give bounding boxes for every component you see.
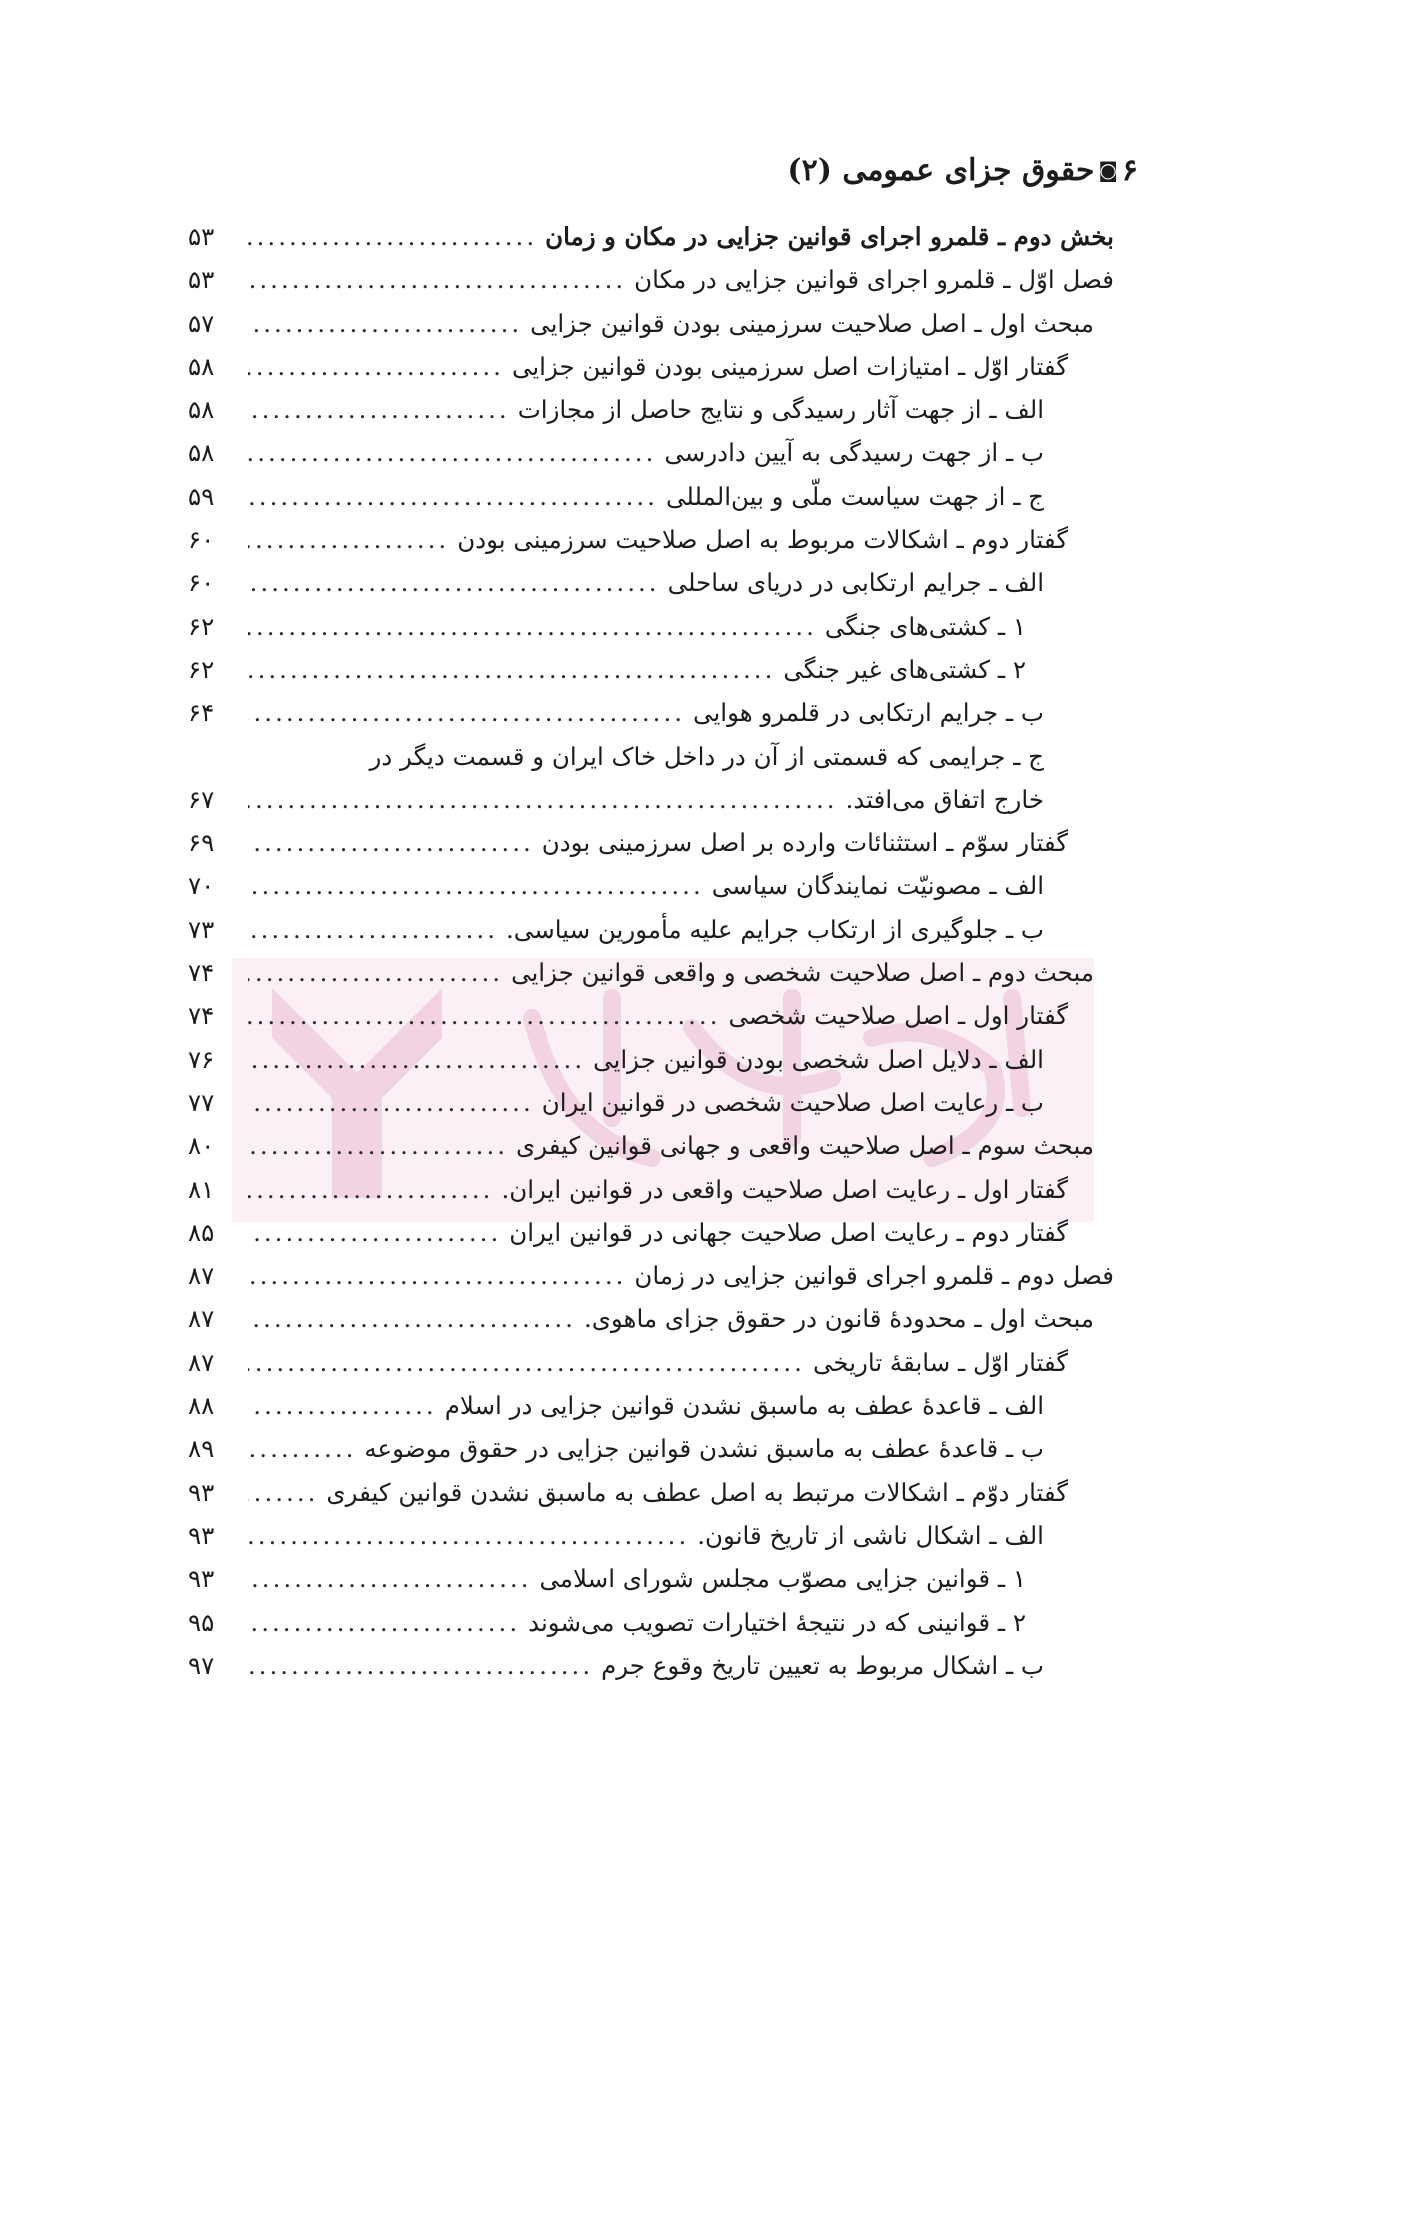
toc-entry-page: ۹۳ xyxy=(188,1520,215,1550)
toc-entry-page: ۷۶ xyxy=(188,1044,215,1074)
toc-entry-title: فصل دوم ـ قلمرو اجرای قوانین جزایی در زمان xyxy=(634,1261,1114,1291)
toc-entry-page: ۵۸ xyxy=(188,395,215,425)
toc-entry-title: گفتار دوم ـ رعایت اصل صلاحیت جهانی در قوانین ایران xyxy=(509,1217,1068,1247)
dot-leader xyxy=(248,475,658,518)
dot-leader xyxy=(248,388,510,431)
dot-leader xyxy=(248,1427,356,1470)
toc-entry xyxy=(188,1297,1114,1340)
dot-leader xyxy=(248,1384,437,1427)
dot-leader xyxy=(248,648,775,691)
toc-entry-page: ۷۳ xyxy=(188,914,215,944)
toc-entry xyxy=(188,1081,1114,1124)
toc-entry-page: ۶۰ xyxy=(188,525,215,555)
toc-entry xyxy=(188,648,1114,691)
dot-leader xyxy=(248,994,721,1037)
toc-entry-title: ۲ ـ کشتی‌های غیر جنگی xyxy=(783,654,1026,684)
toc-entry xyxy=(188,1514,1114,1557)
toc-entry xyxy=(188,1211,1114,1254)
toc-entry xyxy=(188,778,1114,821)
toc-entry-title: گفتار دوّم ـ اشکالات مرتبط به اصل عطف به ماسبق نشدن قوانین کیفری xyxy=(326,1477,1068,1507)
toc-entry-title: خارج اتفاق می‌افتد. xyxy=(845,784,1044,814)
toc-entry-title: ج ـ از جهت سیاست ملّی و بین‌المللی xyxy=(665,481,1044,511)
toc-entry-title: ب ـ جلوگیری از ارتکاب جرایم علیه مأمورین سیاسی. xyxy=(505,914,1044,944)
toc-entry-title: الف ـ اشکال ناشی از تاریخ قانون. xyxy=(697,1520,1044,1550)
toc-entry-page: ۵۸ xyxy=(188,438,215,468)
toc-entry-page: ۵۳ xyxy=(188,222,215,251)
toc-entry-title: مبحث دوم ـ اصل صلاحیت شخصی و واقعی قوانین جزایی xyxy=(511,958,1094,988)
toc-entry xyxy=(188,475,1114,518)
toc-entry-page: ۶۲ xyxy=(188,611,215,641)
dot-leader xyxy=(248,561,660,604)
toc-entry xyxy=(188,1601,1114,1644)
toc-entry-page: ۶۹ xyxy=(188,828,215,858)
toc-entry xyxy=(188,518,1114,561)
toc-entry xyxy=(188,561,1114,604)
toc-entry xyxy=(188,1168,1114,1211)
toc-entry-title: مبحث سوم ـ اصل صلاحیت واقعی و جهانی قوانین کیفری xyxy=(516,1131,1094,1161)
toc-entry xyxy=(188,908,1114,951)
toc-entry-title: فصل اوّل ـ قلمرو اجرای قوانین جزایی در مکان xyxy=(634,265,1114,295)
toc-entry-title: گفتار اول ـ اصل صلاحیت شخصی xyxy=(728,1001,1068,1031)
toc-entry xyxy=(188,1644,1114,1687)
toc-entry xyxy=(188,1557,1114,1600)
toc-entry-title: ج ـ جرایمی که قسمتی از آن در داخل خاک ایران و قسمت دیگر در xyxy=(369,741,1044,771)
toc-entry xyxy=(188,1124,1114,1167)
toc-entry xyxy=(188,1038,1114,1081)
dot-leader xyxy=(248,1081,534,1124)
dot-leader xyxy=(248,1644,593,1687)
toc-entry-title: الف ـ مصونیّت نمایندگان سیاسی xyxy=(711,871,1044,901)
dot-leader xyxy=(248,864,704,907)
toc-entry-page: ۹۵ xyxy=(188,1607,215,1637)
toc-entry-title: بخش دوم ـ قلمرو اجرای قوانین جزایی در مکان و زمان xyxy=(545,222,1114,251)
dot-leader xyxy=(248,1514,689,1557)
toc-entry xyxy=(188,994,1114,1037)
dot-leader xyxy=(248,1211,501,1254)
dot-leader xyxy=(248,1254,626,1297)
dot-leader xyxy=(248,1557,532,1600)
dot-leader xyxy=(248,908,498,951)
dot-leader xyxy=(248,1601,520,1644)
dot-leader xyxy=(248,258,626,301)
book-title: حقوق جزای عمومی (۲) xyxy=(787,153,1095,188)
toc-entry-title: ب ـ قاعدهٔ عطف به ماسبق نشدن قوانین جزایی در حقوق موضوعه xyxy=(364,1434,1044,1464)
toc-entry xyxy=(188,864,1114,907)
dot-leader xyxy=(248,951,503,994)
toc-entry xyxy=(188,215,1114,258)
toc-entry-page: ۵۹ xyxy=(188,481,215,511)
toc-entry xyxy=(188,1341,1114,1384)
toc-entry-page: ۸۷ xyxy=(188,1304,215,1334)
dot-leader xyxy=(248,215,537,258)
dot-leader xyxy=(248,821,534,864)
toc-entry xyxy=(188,735,1114,778)
toc-entry-page: ۷۴ xyxy=(188,1001,215,1031)
dot-leader xyxy=(248,1168,493,1211)
dot-leader xyxy=(248,1038,585,1081)
toc-entry-title: ۱ ـ قوانین جزایی مصوّب مجلس شورای اسلامی xyxy=(539,1564,1026,1594)
toc-entry-title: ب ـ رعایت اصل صلاحیت شخصی در قوانین ایران xyxy=(541,1087,1044,1117)
toc-entry-page: ۵۷ xyxy=(188,308,215,338)
toc-entry xyxy=(188,821,1114,864)
toc-entry xyxy=(188,605,1114,648)
dot-leader xyxy=(248,518,449,561)
toc-entry-title: الف ـ دلایل اصل شخصی بودن قوانین جزایی xyxy=(593,1044,1044,1074)
toc-entry xyxy=(188,258,1114,301)
toc-entry xyxy=(188,1471,1114,1514)
toc-entry-page: ۹۳ xyxy=(188,1564,215,1594)
toc-entry-page: ۶۷ xyxy=(188,784,215,814)
toc-entry-title: گفتار اوّل ـ امتیازات اصل سرزمینی بودن قوانین جزایی xyxy=(511,351,1068,381)
dot-leader xyxy=(248,1297,576,1340)
separator-icon: ◙ xyxy=(1098,158,1118,182)
toc-entry-title: ۲ ـ قوانینی که در نتیجهٔ اختیارات تصویب می‌شوند xyxy=(528,1607,1026,1637)
toc-entry-page: ۷۰ xyxy=(188,871,215,901)
dot-leader xyxy=(248,1124,508,1167)
toc-entry-page: ۸۸ xyxy=(188,1391,215,1421)
toc-entry-page: ۷۷ xyxy=(188,1087,215,1117)
toc-entry-page: ۶۴ xyxy=(188,698,215,728)
toc-entry-title: گفتار اول ـ رعایت اصل صلاحیت واقعی در قوانین ایران. xyxy=(501,1174,1068,1204)
toc-entry-title: الف ـ از جهت آثار رسیدگی و نتایج حاصل از مجازات xyxy=(517,395,1044,425)
toc-entry-title: ب ـ از جهت رسیدگی به آیین دادرسی xyxy=(664,438,1044,468)
dot-leader xyxy=(248,605,817,648)
toc-entry xyxy=(188,691,1114,734)
table-of-contents xyxy=(188,215,1114,1687)
toc-entry-title: گفتار سوّم ـ استثنائات وارده بر اصل سرزمینی بودن xyxy=(541,828,1068,858)
toc-entry-page: ۸۵ xyxy=(188,1217,215,1247)
toc-entry-page: ۶۰ xyxy=(188,568,215,598)
toc-entry-title: گفتار اوّل ـ سابقهٔ تاریخی xyxy=(812,1347,1068,1377)
dot-leader xyxy=(248,431,656,474)
toc-entry xyxy=(188,345,1114,388)
running-header xyxy=(787,150,1138,191)
toc-entry xyxy=(188,951,1114,994)
dot-leader xyxy=(248,302,522,345)
toc-entry xyxy=(188,1254,1114,1297)
toc-entry-title: الف ـ قاعدهٔ عطف به ماسبق نشدن قوانین جزایی در اسلام xyxy=(444,1391,1044,1421)
toc-entry-title: ب ـ اشکال مربوط به تعیین تاریخ وقوع جرم xyxy=(601,1650,1044,1680)
toc-entry-page: ۹۷ xyxy=(188,1650,215,1680)
toc-entry-page: ۹۳ xyxy=(188,1477,215,1507)
toc-entry-page: ۸۰ xyxy=(188,1131,215,1161)
toc-entry-page: ۸۷ xyxy=(188,1347,215,1377)
toc-entry-page: ۸۱ xyxy=(188,1174,215,1204)
toc-entry-page: ۵۸ xyxy=(188,351,215,381)
toc-entry xyxy=(188,431,1114,474)
toc-entry-page: ۸۹ xyxy=(188,1434,215,1464)
dot-leader xyxy=(248,778,838,821)
toc-entry-page: ۷۴ xyxy=(188,958,215,988)
dot-leader xyxy=(248,345,504,388)
toc-entry-page: ۸۷ xyxy=(188,1261,215,1291)
toc-entry xyxy=(188,1427,1114,1470)
page-number: ۶ xyxy=(1121,153,1138,188)
toc-entry xyxy=(188,302,1114,345)
toc-entry-title: مبحث اول ـ اصل صلاحیت سرزمینی بودن قوانین جزایی xyxy=(530,308,1094,338)
toc-entry xyxy=(188,1384,1114,1427)
toc-entry-title: مبحث اول ـ محدودهٔ قانون در حقوق جزای ماهوی. xyxy=(583,1304,1094,1334)
dot-leader xyxy=(248,691,685,734)
toc-entry-title: ۱ ـ کشتی‌های جنگی xyxy=(824,611,1026,641)
toc-entry-page: ۵۳ xyxy=(188,265,215,295)
toc-entry xyxy=(188,388,1114,431)
dot-leader xyxy=(248,1471,318,1514)
dot-leader xyxy=(248,1341,805,1384)
toc-entry-title: گفتار دوم ـ اشکالات مربوط به اصل صلاحیت سرزمینی بودن xyxy=(457,525,1068,555)
toc-entry-title: ب ـ جرایم ارتکابی در قلمرو هوایی xyxy=(693,698,1044,728)
toc-entry-page: ۶۲ xyxy=(188,654,215,684)
toc-entry-title: الف ـ جرایم ارتکابی در دریای ساحلی xyxy=(667,568,1044,598)
